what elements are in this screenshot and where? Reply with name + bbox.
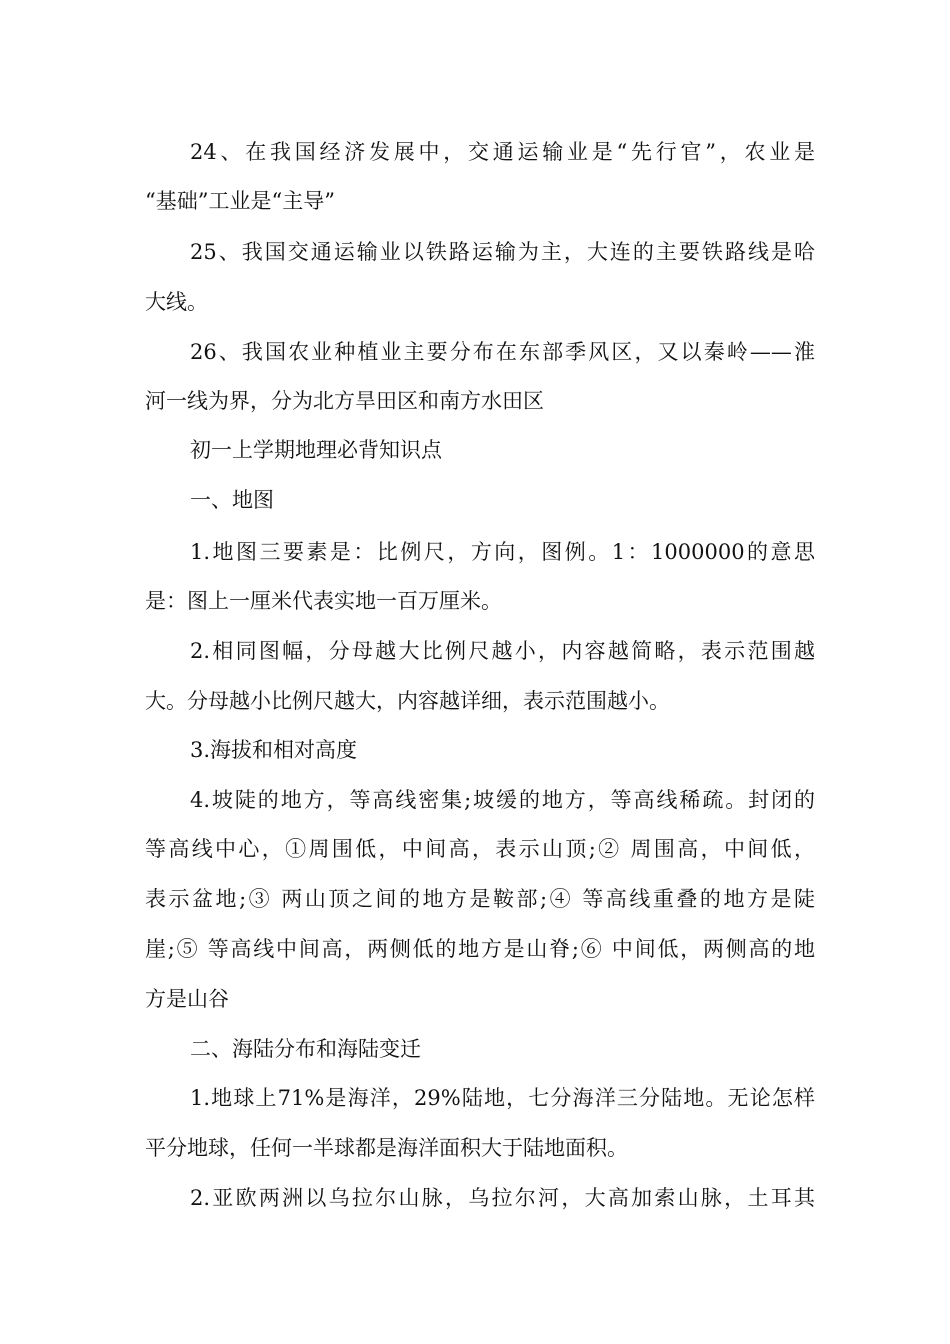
- paragraph-line: 等高线中心，①周围低，中间高，表示山顶;② 周围高，中间低，: [145, 837, 815, 861]
- paragraph-line: 2.相同图幅，分母越大比例尺越小，内容越简略，表示范围越: [190, 639, 815, 663]
- paragraph-line: 河一线为界，分为北方旱田区和南方水田区: [145, 389, 544, 413]
- paragraph-line: 3.海拔和相对高度: [190, 738, 358, 762]
- paragraph-line: 崖;⑤ 等高线中间高，两侧低的地方是山脊;⑥ 中间低，两侧高的地: [145, 937, 815, 961]
- paragraph-line: 是：图上一厘米代表实地一百万厘米。: [145, 589, 502, 613]
- paragraph-line: 24、在我国经济发展中，交通运输业是“先行官”，农业是: [190, 140, 815, 164]
- paragraph-line: 方是山谷: [145, 987, 229, 1011]
- paragraph-line: 25、我国交通运输业以铁路运输为主，大连的主要铁路线是哈: [190, 240, 815, 264]
- section-heading: 一、地图: [190, 488, 274, 512]
- paragraph-line: 大线。: [145, 290, 208, 314]
- paragraph-line: 26、我国农业种植业主要分布在东部季风区，又以秦岭——淮: [190, 340, 815, 364]
- paragraph-line: 1.地图三要素是：比例尺，方向，图例。1：1000000的意思: [190, 540, 815, 564]
- section-heading: 二、海陆分布和海陆变迁: [190, 1037, 421, 1061]
- paragraph-line: 大。分母越小比例尺越大，内容越详细，表示范围越小。: [145, 689, 670, 713]
- paragraph-line: 平分地球，任何一半球都是海洋面积大于陆地面积。: [145, 1136, 628, 1160]
- paragraph-line: “基础”工业是“主导”: [145, 189, 335, 213]
- paragraph-line: 1.地球上71%是海洋，29%陆地，七分海洋三分陆地。无论怎样: [190, 1086, 815, 1110]
- paragraph-line: 2.亚欧两洲以乌拉尔山脉，乌拉尔河，大高加索山脉，土耳其: [190, 1186, 815, 1210]
- paragraph-line: 4.坡陡的地方，等高线密集;坡缓的地方，等高线稀疏。封闭的: [190, 788, 815, 812]
- paragraph-line: 表示盆地;③ 两山顶之间的地方是鞍部;④ 等高线重叠的地方是陡: [145, 887, 815, 911]
- section-heading: 初一上学期地理必背知识点: [190, 438, 442, 462]
